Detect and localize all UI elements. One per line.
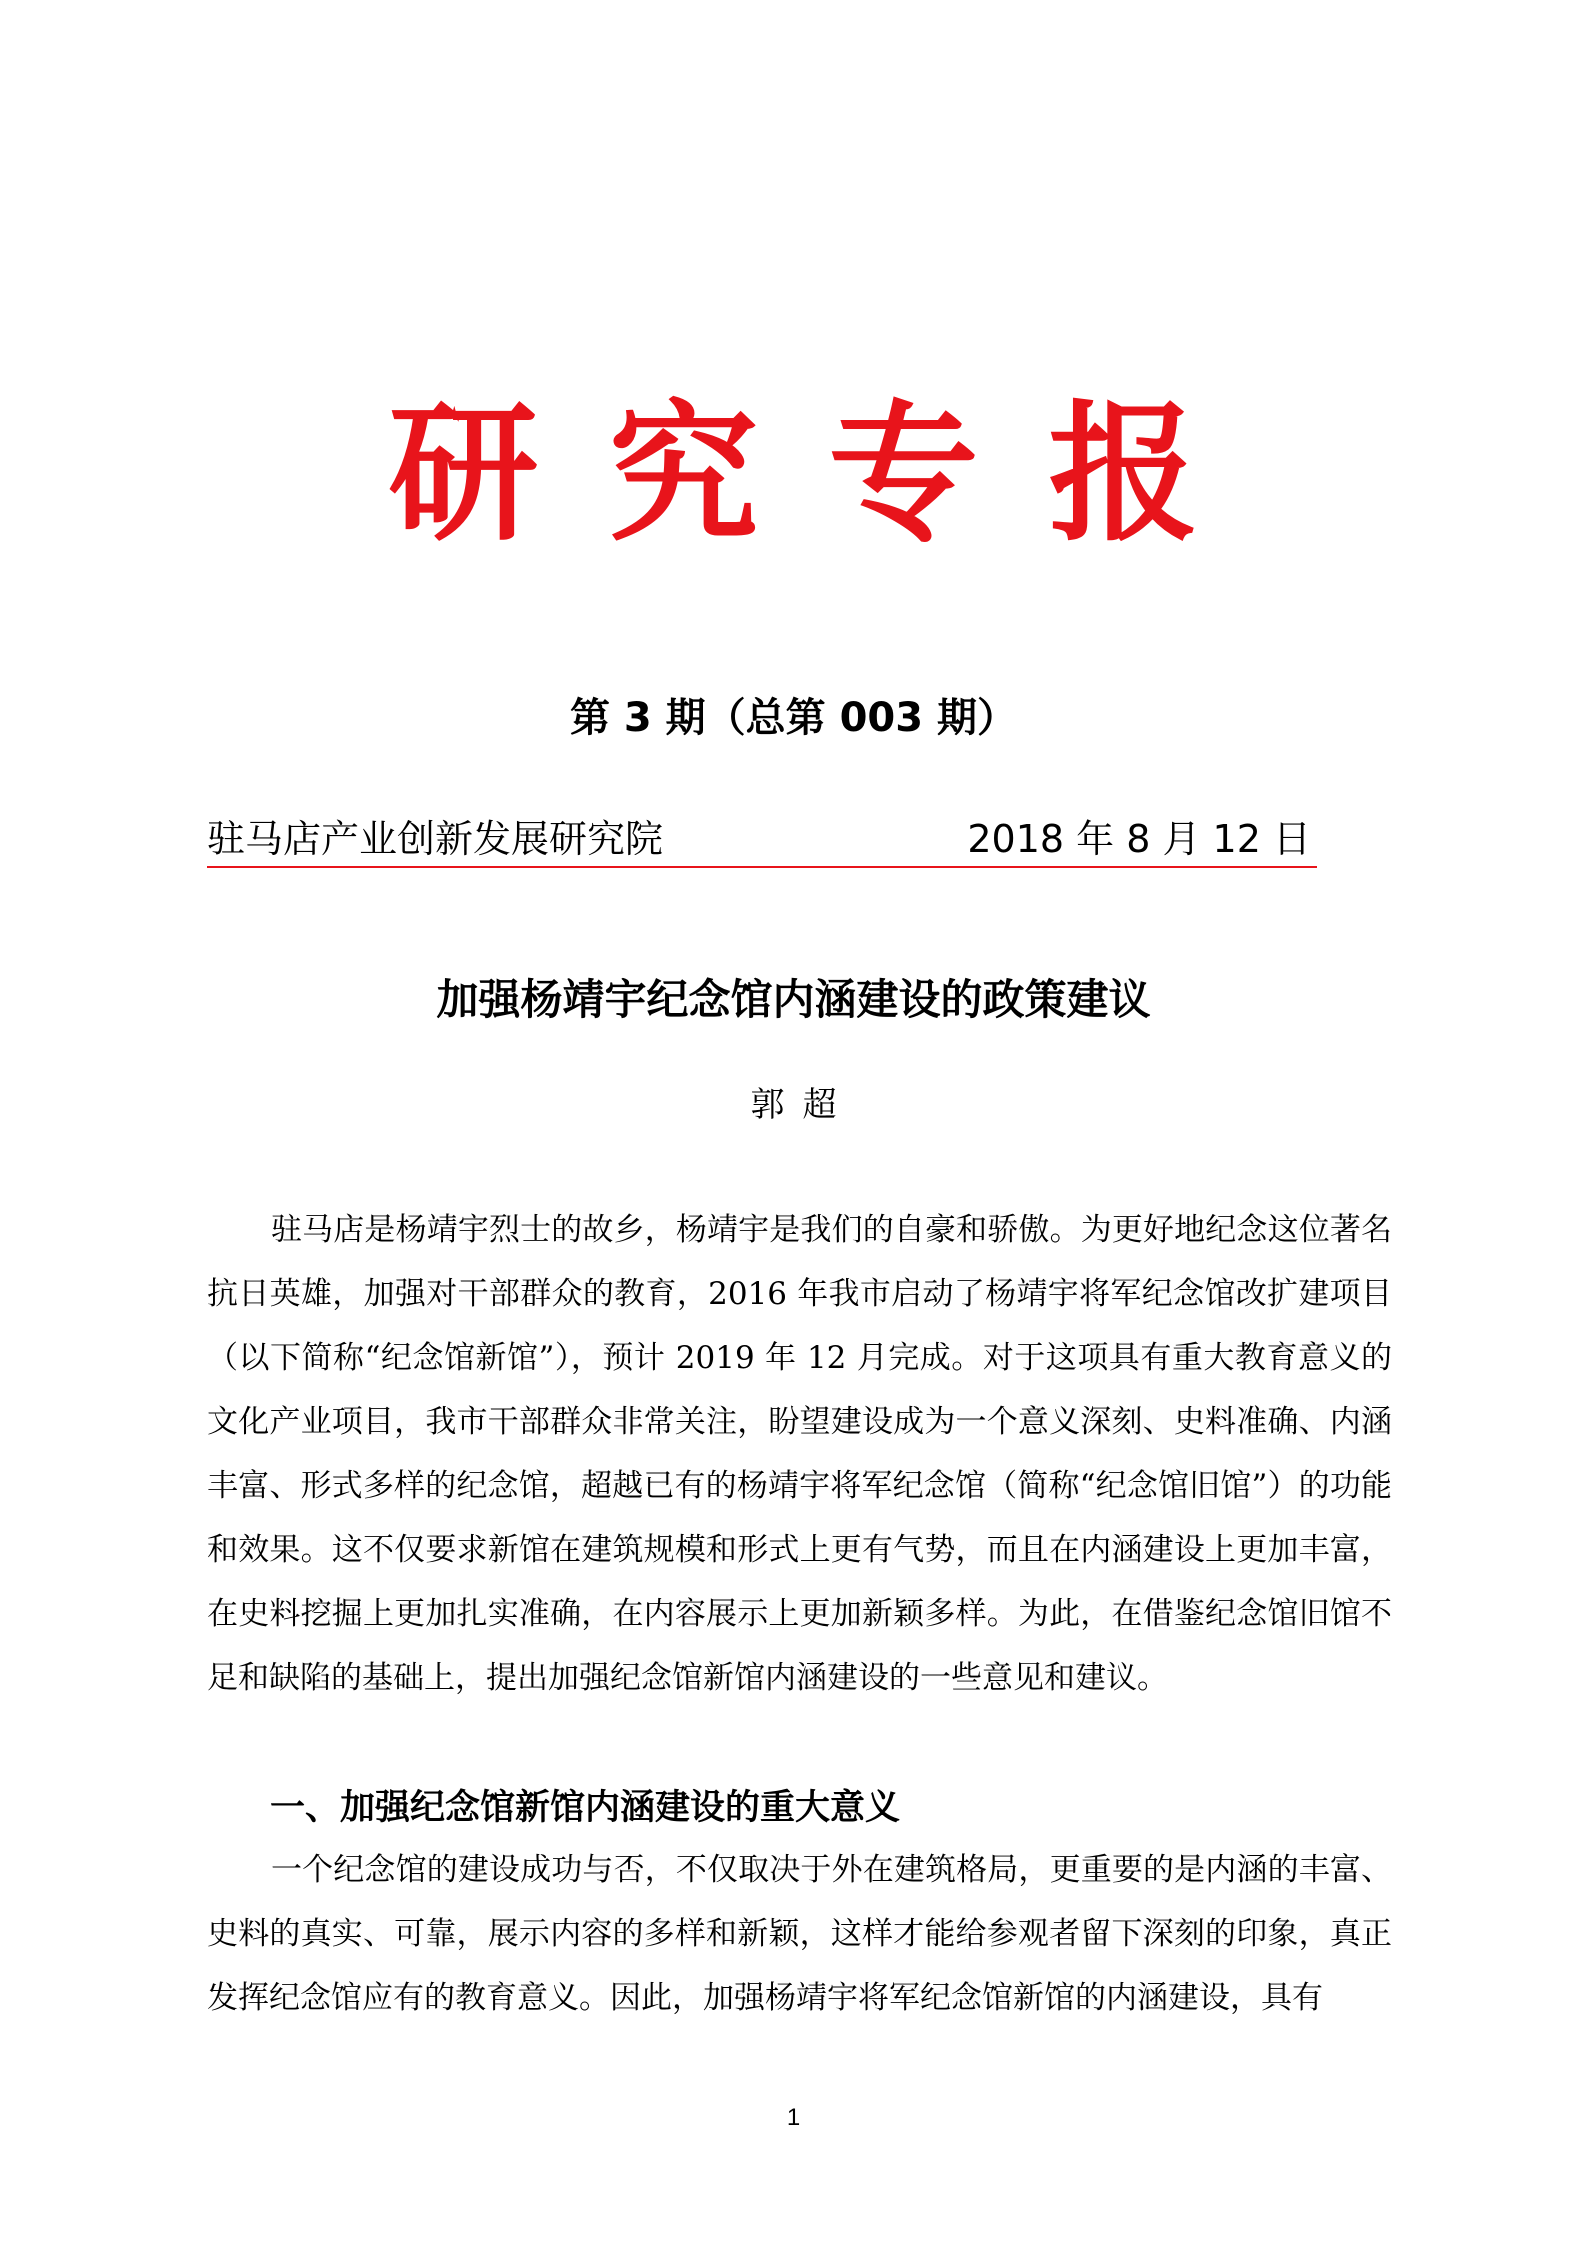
publish-date: 2018 年 8 月 12 日 (967, 817, 1311, 861)
issue-number: 第 3 期（总第 003 期） (569, 695, 1018, 741)
section-paragraph: 一个纪念馆的建设成功与否，不仅取决于外在建筑格局，更重要的是内涵的丰富、史料的真实、可靠，展示内容的多样和新颖，这样才能给参观者留下深刻的印象，真正发挥纪念馆应有的教育意义。因此，加强杨靖宇将军纪念馆新馆的内涵建设，具有 (207, 1852, 1392, 2016)
masthead-title: 研究专报 (388, 388, 1269, 562)
intro-paragraph: 驻马店是杨靖宇烈士的故乡，杨靖宇是我们的自豪和骄傲。为更好地纪念这位著名抗日英雄，加强对干部群众的教育，2016 年我市启动了杨靖宇将军纪念馆改扩建项目（以下简称“纪念馆新馆”），预计 2019 年 12 月完成。对于这项具有重大教育意义的文化产业项目，我市干部群众非常关注，盼望建设成为一个意义深刻、史料准确、内涵丰富、形式多样的纪念馆，超越已有的杨靖宇将军纪念馆（简称“纪念馆旧馆”）的功能和效果。这不仅要求新馆在建筑规模和形式上更有气势，而且在内涵建设上更加丰富，在史料挖掘上更加扎实准确，在内容展示上更加新颖多样。为此，在借鉴纪念馆旧馆不足和缺陷的基础上，提出加强纪念馆新馆内涵建设的一些意见和建议。 (207, 1212, 1392, 1696)
page-number: 1 (786, 2104, 801, 2131)
publisher-line (207, 810, 1317, 868)
article-title: 加强杨靖宇纪念馆内涵建设的政策建议 (436, 975, 1151, 1024)
author-name: 郭超 (750, 1085, 855, 1125)
section-heading: 一、加强纪念馆新馆内涵建设的重大意义 (270, 1788, 901, 1828)
organization-name: 驻马店产业创新发展研究院 (207, 817, 664, 861)
